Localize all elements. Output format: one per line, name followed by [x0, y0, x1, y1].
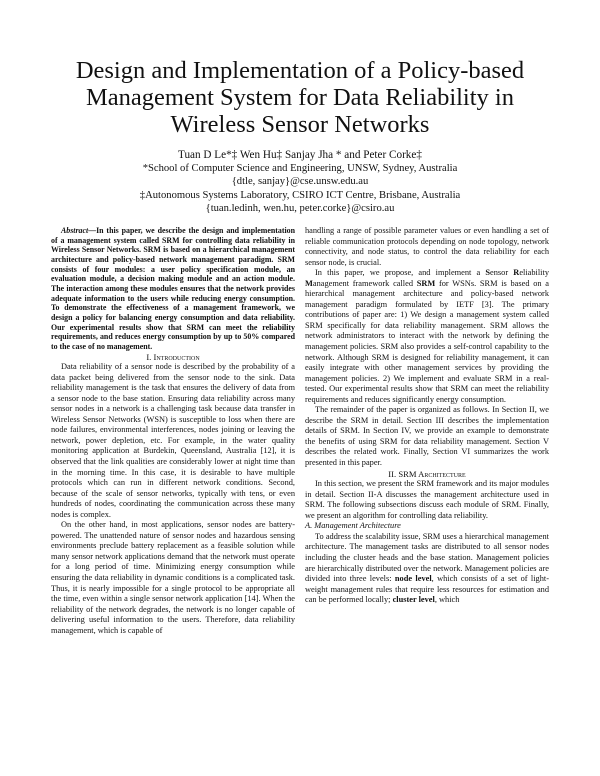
affiliation-1: *School of Computer Science and Engineering, UNSW, Sydney, Australia: [142, 163, 458, 175]
author-block: [40, 149, 560, 215]
section-heading-srm-architecture: II. SRM Architecture: [388, 468, 466, 479]
arch-p2-text-c: , which: [434, 595, 460, 605]
affiliation-2: ‡Autonomous Systems Laboratory, CSIRO ICT Centre, Brisbane, Australia: [139, 189, 461, 201]
intro-p3-text-d: anagement framework called: [312, 278, 417, 288]
architecture-paragraph-2: [305, 532, 549, 606]
acronym-letter-r: R: [513, 268, 520, 278]
email-1: {dtle, sanjay}@cse.unsw.edu.au: [231, 176, 369, 188]
intro-p3-text-a: In this paper, we propose, and implement a: [315, 268, 486, 278]
arch-p2-text-b: , which consists of a set of light-weight management rules that require less resources for estimation and can be performed locally;: [305, 574, 549, 605]
arch-p2-text-a: To address the scalability issue, SRM uses a hierarchical management architecture. The management tasks are distributed to all sensor nodes including the cluster heads and the base station. Management policies are hierarchically distributed over the network. Management policies are divided into three levels:: [305, 531, 549, 584]
architecture-paragraph-1: In this section, we present the SRM framework and its major modules in detail. Section II-A discusses the management architecture used in SRM. The following subsections discuss each module of SRM. Finally, we present an algorithm for controlling data reliability.: [305, 479, 549, 520]
right-column: [305, 226, 549, 606]
intro-p3-text-c: eliability: [519, 268, 549, 278]
title-line-2: Management System for Data Reliability in: [86, 84, 514, 111]
intro-paragraph-4: The remainder of the paper is organized as follows. In Section II, we describe the SRM in detail. Section III describes the implementation details of SRM. In Section IV, we provide an example to demonstrate the benefits of using SRM for data reliability management. Section V describes the related work. Finally, Section VI summarizes the work presented in this paper.: [305, 405, 549, 468]
acronym-letter-s: S: [485, 268, 491, 278]
title-line-1: Design and Implementation of a Policy-based: [75, 57, 525, 84]
title-line-3: Wireless Sensor Networks: [170, 111, 430, 138]
intro-paragraph-2-continued: handling a range of possible parameter values or even handling a set of reliable communication protocols depending on node topology, network connectivity, and node status, to control the data reliability for each sensor node, is crucial.: [305, 226, 549, 267]
intro-p3-text-e: for WSNs. SRM is based on a hierarchical management architecture and policy-based network management paradigm formulated by IETF [3]. The primary contributions of paper are: 1) We design a management system called SRM specifically for data reliability management. SRM allows the network administrators to interact with the network by defining the management policies. SRM also provides a self-control capability to the network. Although SRM is designed for reliability management, it can easily integrate with other management services by providing the management policies. 2) We implement and evaluate SRM in a real-tested. Our experimental results show that SRM can meet the reliability requirements and reduces significantly energy consumption.: [305, 278, 549, 404]
node-level-bold: node level: [394, 574, 432, 584]
acronym-letter-m: M: [305, 278, 313, 288]
intro-p3-text-b: ensor: [490, 268, 514, 278]
intro-paragraph-1: Data reliability of a sensor node is described by the probability of a data packet being delivered from the sensor node to the sink. Data reliability management is the task that ensures the delivery of data from a sensor node to the base station. Ensuring data reliability across many sensor nodes in a network is a challenging task because data transfer in Wireless Sensor Networks (WSN) is susceptible to loss when there are node failures, environmental interferences, nodes joining or leaving the network, power depletion, etc. For example, in the water quality monitoring application at Burdekin, Queensland, Australia [12], it is observed that the link qualities are considerably lower at night time than in the morning time. In this case, it is desirable to have multiple protocols which can run in different network conditions. Second, because of the scale of sensor networks, typically with tens, or even hundreds of nodes, coordinating the communication across these many nodes is complex.: [51, 362, 295, 519]
cluster-level-bold: cluster level: [392, 595, 435, 605]
abstract-label: Abstract: [61, 226, 89, 235]
left-column: [51, 226, 295, 636]
email-2: {tuan.ledinh, wen.hu, peter.corke}@csiro.au: [205, 202, 395, 214]
subsection-heading-management-architecture: A. Management Architecture: [305, 521, 401, 531]
intro-paragraph-2: On the other hand, in most applications, sensor nodes are battery-powered. The unattended nature of sensor nodes and hazardous sensing environments preclude battery replacement as a feasible solution while many sensor network applications demand that the network must operate for a long period of time. Minimizing energy consumption while ensuring the data reliability in dynamic conditions is a complicated task. Thus, it is nearly impossible for a single protocol to be appropriate all the time, even within a single sensor network application [14]. When the reliability of the network degrades, the network is no longer capable of delivering useful information to the users. Therefore, data reliability management, which is capable of: [51, 520, 295, 635]
paper-title: [40, 57, 560, 138]
intro-paragraph-3: [305, 268, 549, 405]
srm-bold: SRM: [416, 278, 436, 288]
abstract-text: —In this paper, we describe the design and implementation of a management system called SRM for controlling data reliability in Wireless Sensor Networks. SRM is based on a hierarchical management architecture and policy-based network management paradigm. SRM consists of four modules: a user policy specification module, an evaluation module, a decision making module and an action module. The interaction among these modules ensures that the network provides adequate information to the users while reducing energy consumption. To demonstrate the effectiveness of a management framework, we design a policy for balancing energy consumption and data reliability. Our experimental results show that SRM can meet the reliability requirements, and reduces energy consumption by up to 50% compared to the case of no management.: [51, 226, 295, 351]
abstract: [51, 226, 295, 352]
section-heading-introduction: I. Introduction: [146, 351, 200, 362]
author-names: Tuan D Le*‡ Wen Hu‡ Sanjay Jha * and Peter Corke‡: [178, 149, 422, 161]
